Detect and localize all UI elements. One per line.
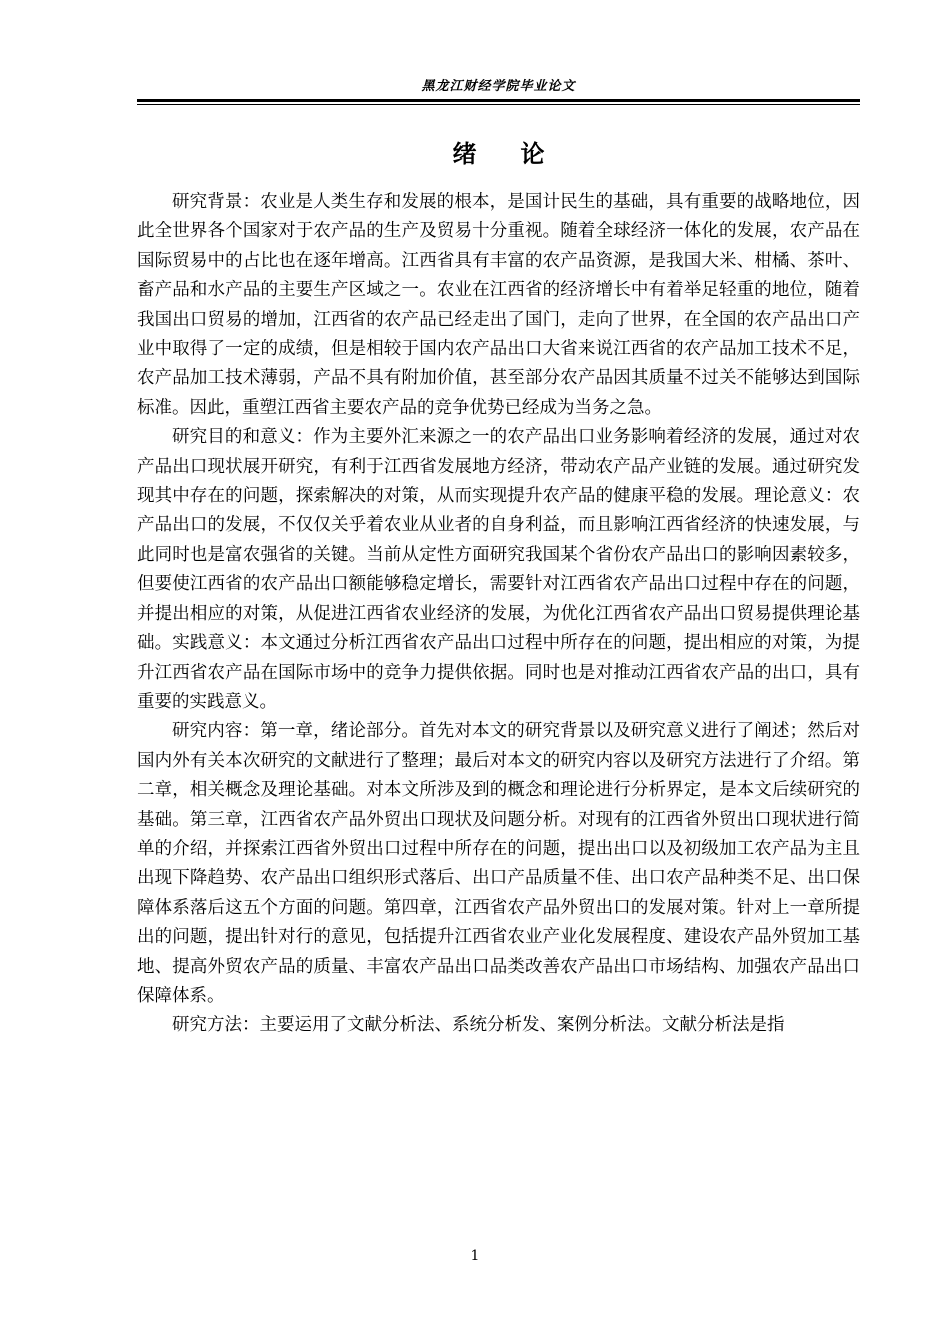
paragraph-research-method: 研究方法：主要运用了文献分析法、系统分析发、案例分析法。文献分析法是指 <box>172 1015 785 1036</box>
header-rule-thin <box>137 104 860 105</box>
paragraph-research-background: 研究背景：农业是人类生存和发展的根本，是国计民生的基础，具有重要的战略地位，因此全世界各个国家对于农产品的生产及贸易十分重视。随着全球经济一体化的发展，农产品在国际贸易中的占比也在逐年增高。江西省具有丰富的农产品资源，是我国大米、柑橘、茶叶、畜产品和水产品的主要生产区域之一。农业在江西省的经济增长中有着举足轻重的地位，随着我国出口贸易的增加，江西省的农产品已经走出了国门，走向了世界，在全国的农产品出口产业中取得了一定的成绩，但是相较于国内农产品出口大省来说江西省的农产品加工技术不足，农产品加工技术薄弱，产品不具有附加价值，甚至部分农产品因其质量不过关不能够达到国际标准。因此，重塑江西省主要农产品的竞争优势已经成为当务之急。 <box>137 192 860 418</box>
body-text <box>137 188 860 1041</box>
paragraph-research-content: 研究内容：第一章，绪论部分。首先对本文的研究背景以及研究意义进行了阐述；然后对国内外有关本次研究的文献进行了整理；最后对本文的研究内容以及研究方法进行了介绍。第二章，相关概念及理论基础。对本文所涉及到的概念和理论进行分析界定，是本文后续研究的基础。第三章，江西省农产品外贸出口现状及问题分析。对现有的江西省外贸出口现状进行简单的介绍，并探索江西省外贸出口过程中所存在的问题，提出出口以及初级加工农产品为主且出现下降趋势、农产品出口组织形式落后、出口产品质量不佳、出口农产品种类不足、出口保障体系落后这五个方面的问题。第四章，江西省农产品外贸出口的发展对策。针对上一章所提出的问题，提出针对行的意见，包括提升江西省农业产业化发展程度、建设农产品外贸加工基地、提高外贸农产品的质量、丰富农产品出口品类改善农产品出口市场结构、加强农产品出口保障体系。 <box>137 721 860 1006</box>
paragraph-research-purpose: 研究目的和意义：作为主要外汇来源之一的农产品出口业务影响着经济的发展，通过对农产品出口现状展开研究，有利于江西省发展地方经济，带动农产品产业链的发展。通过研究发现其中存在的问题，探索解决的对策，从而实现提升农产品的健康平稳的发展。理论意义：农产品出口的发展，不仅仅关乎着农业从业者的自身利益，而且影响江西省经济的快速发展，与此同时也是富农强省的关键。当前从定性方面研究我国某个省份农产品出口的影响因素较多，但要使江西省的农产品出口额能够稳定增长，需要针对江西省农产品出口过程中存在的问题，并提出相应的对策，从促进江西省农业经济的发展，为优化江西省农产品出口贸易提供理论基础。实践意义：本文通过分析江西省农产品出口过程中所存在的问题，提出相应的对策，为提升江西省农产品在国际市场中的竞争力提供依据。同时也是对推动江西省农产品的出口，具有重要的实践意义。 <box>137 427 860 712</box>
page-number: 1 <box>470 1248 480 1264</box>
running-header-title: 黑龙江财经学院毕业论文 <box>421 79 576 94</box>
header-rule-thick <box>137 99 860 102</box>
section-title: 绪论 <box>452 139 589 168</box>
